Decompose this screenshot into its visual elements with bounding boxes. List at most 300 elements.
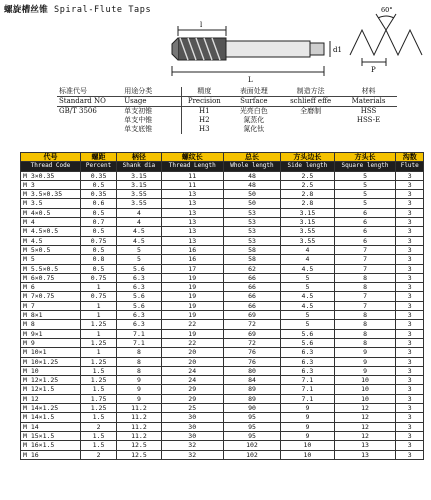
table-cell: 3: [396, 431, 424, 440]
table-cell: 9: [334, 357, 396, 366]
table-cell: 12: [334, 404, 396, 413]
table-row: [21, 292, 424, 301]
thread-code-cell: M 4: [21, 218, 81, 227]
table-cell: 3: [396, 283, 424, 292]
table-cell: 8: [117, 348, 162, 357]
spec-cell: HSS: [360, 107, 377, 115]
table-cell: 7: [334, 292, 396, 301]
table-cell: 62: [223, 264, 281, 273]
header-side-length-en: Side length: [281, 162, 334, 171]
spec-cell: Usage: [122, 97, 181, 107]
spec-cell: 表面处理: [226, 87, 281, 97]
thread-code-cell: M 9×1: [21, 329, 81, 338]
header-code-cn: 代号: [21, 153, 81, 162]
table-cell: 2.5: [281, 180, 334, 189]
thread-code-cell: M 4×0.5: [21, 208, 81, 217]
table-cell: 2: [81, 422, 117, 431]
table-cell: 3: [396, 190, 424, 199]
thread-code-cell: M 7: [21, 301, 81, 310]
table-cell: 0.5: [81, 180, 117, 189]
spec-cell: [57, 125, 122, 134]
table-cell: 0.35: [81, 190, 117, 199]
table-cell: 10: [334, 394, 396, 403]
table-cell: 95: [223, 413, 281, 422]
thread-code-cell: M 3: [21, 180, 81, 189]
table-cell: 3: [396, 264, 424, 273]
table-cell: 3: [396, 236, 424, 245]
table-row: [21, 385, 424, 394]
table-cell: 6.3: [281, 357, 334, 366]
table-cell: 4: [281, 245, 334, 254]
table-cell: 6: [334, 236, 396, 245]
table-cell: 3: [396, 357, 424, 366]
table-row: [21, 376, 424, 385]
tap-square-end: [310, 43, 324, 55]
table-cell: 0.5: [81, 227, 117, 236]
table-cell: 9: [281, 413, 334, 422]
thread-code-cell: M 15×1.5: [21, 431, 81, 440]
table-cell: 3.55: [281, 236, 334, 245]
table-cell: 3: [396, 292, 424, 301]
table-row: [21, 273, 424, 282]
table-row: [21, 431, 424, 440]
table-cell: 8: [334, 320, 396, 329]
table-cell: 3: [396, 301, 424, 310]
spec-cell: 氮蒸化: [243, 116, 265, 124]
table-cell: 5: [281, 320, 334, 329]
table-cell: 32: [161, 450, 223, 459]
table-row: [21, 338, 424, 347]
header-shank-cn: 柄径: [117, 153, 162, 162]
table-cell: 30: [161, 422, 223, 431]
thread-code-cell: M 9: [21, 338, 81, 347]
thread-profile-drawing: [350, 14, 422, 66]
table-row: [21, 394, 424, 403]
tap-shank: [224, 41, 310, 57]
table-cell: 102: [223, 441, 281, 450]
table-cell: 3: [396, 404, 424, 413]
table-row: [21, 441, 424, 450]
table-cell: 7: [334, 264, 396, 273]
table-cell: 3: [396, 208, 424, 217]
spec-cell: Surface: [226, 97, 281, 107]
header-square-length-cn: 方头长: [334, 153, 396, 162]
header-thread-length-en: Thread Length: [161, 162, 223, 171]
table-cell: 3: [396, 441, 424, 450]
table-row: [21, 264, 424, 273]
table-cell: 1.25: [81, 338, 117, 347]
thread-code-cell: M 5.5×0.5: [21, 264, 81, 273]
header-square-length-en: Square length: [334, 162, 396, 171]
table-cell: 11.2: [117, 431, 162, 440]
thread-code-cell: M 14×1.25: [21, 404, 81, 413]
table-cell: 1.25: [81, 357, 117, 366]
table-cell: 5.6: [117, 301, 162, 310]
table-cell: 102: [223, 450, 281, 459]
table-cell: 3: [396, 338, 424, 347]
spec-cell: [281, 116, 340, 125]
table-cell: 3: [396, 422, 424, 431]
taps-table-body: [21, 171, 424, 459]
header-thread-length-cn: 螺纹长: [161, 153, 223, 162]
table-cell: 12.5: [117, 441, 162, 450]
table-cell: 10: [334, 385, 396, 394]
spec-cell: schlieff effe: [281, 97, 340, 107]
thread-code-cell: M 12: [21, 394, 81, 403]
table-cell: 3.15: [117, 180, 162, 189]
table-cell: 3: [396, 273, 424, 282]
table-cell: 6: [334, 208, 396, 217]
spec-cell: [57, 116, 122, 125]
spec-row: [57, 116, 397, 125]
table-cell: 1.5: [81, 431, 117, 440]
table-cell: 5: [117, 245, 162, 254]
table-cell: 9: [117, 394, 162, 403]
pitch-label: P: [371, 66, 376, 74]
table-cell: 13: [161, 227, 223, 236]
table-cell: 13: [334, 441, 396, 450]
table-cell: 4: [117, 218, 162, 227]
table-cell: 58: [223, 245, 281, 254]
table-cell: 3: [396, 255, 424, 264]
table-cell: 69: [223, 329, 281, 338]
title-cn: 螺旋槽丝锥: [4, 5, 49, 15]
spec-cell: 氮化钛: [243, 125, 265, 133]
thread-code-cell: M 4.5: [21, 236, 81, 245]
angle-label: 60°: [381, 6, 393, 14]
table-cell: 0.7: [81, 218, 117, 227]
table-cell: 7: [334, 245, 396, 254]
table-cell: 89: [223, 394, 281, 403]
table-cell: 19: [161, 301, 223, 310]
table-cell: 6.3: [117, 311, 162, 320]
table-cell: 66: [223, 273, 281, 282]
spec-cell: Standard NO: [57, 97, 122, 107]
table-cell: 32: [161, 441, 223, 450]
header-side-length-cn: 方头边长: [281, 153, 334, 162]
table-cell: 11.2: [117, 422, 162, 431]
table-cell: 48: [223, 171, 281, 180]
table-cell: 80: [223, 366, 281, 375]
table-cell: 5: [334, 171, 396, 180]
spec-cell: 材料: [340, 87, 397, 97]
table-cell: 1.25: [81, 320, 117, 329]
header-whole-length-cn: 总长: [223, 153, 281, 162]
table-cell: 3: [396, 394, 424, 403]
thread-code-cell: M 8×1: [21, 311, 81, 320]
thread-code-cell: M 16×1.5: [21, 441, 81, 450]
header-row-cn: [21, 153, 424, 162]
table-cell: 4.5: [281, 301, 334, 310]
table-cell: 12: [334, 413, 396, 422]
table-cell: 3: [396, 171, 424, 180]
table-cell: 1.25: [81, 376, 117, 385]
table-row: [21, 357, 424, 366]
table-cell: 20: [161, 348, 223, 357]
spec-cell: [281, 125, 340, 134]
table-cell: 3: [396, 450, 424, 459]
table-cell: 53: [223, 218, 281, 227]
header-shank-en: Shank dia: [117, 162, 162, 171]
dim-label-l: l: [200, 21, 203, 29]
table-cell: 95: [223, 431, 281, 440]
table-cell: 1.5: [81, 413, 117, 422]
thread-code-cell: M 10×1.25: [21, 357, 81, 366]
table-cell: 3: [396, 245, 424, 254]
spec-cell: 光亮白色: [239, 107, 268, 115]
header-whole-length-en: Whole length: [223, 162, 281, 171]
table-cell: 13: [334, 450, 396, 459]
table-cell: 10: [334, 376, 396, 385]
table-cell: 69: [223, 311, 281, 320]
table-cell: 19: [161, 292, 223, 301]
table-cell: 4: [281, 255, 334, 264]
table-cell: 5: [334, 180, 396, 189]
thread-code-cell: M 5: [21, 255, 81, 264]
table-row: [21, 180, 424, 189]
table-cell: 30: [161, 431, 223, 440]
table-cell: 1: [81, 301, 117, 310]
spec-row: [57, 125, 397, 134]
table-cell: 4.5: [117, 227, 162, 236]
table-cell: 53: [223, 227, 281, 236]
table-cell: 12: [334, 431, 396, 440]
table-cell: 9: [117, 376, 162, 385]
table-cell: 4.5: [281, 292, 334, 301]
spec-cell: 全磨制: [300, 107, 322, 115]
table-cell: 1.25: [81, 404, 117, 413]
table-cell: 1: [81, 283, 117, 292]
table-cell: 29: [161, 385, 223, 394]
dim-label-L: L: [248, 76, 253, 84]
thread-code-cell: M 8: [21, 320, 81, 329]
table-cell: 20: [161, 357, 223, 366]
table-cell: 6.3: [117, 320, 162, 329]
table-row: [21, 311, 424, 320]
taps-dimension-table: [20, 152, 424, 460]
table-cell: 4: [117, 208, 162, 217]
table-cell: 84: [223, 376, 281, 385]
table-cell: 1: [81, 329, 117, 338]
table-cell: 0.75: [81, 273, 117, 282]
table-cell: 2: [81, 450, 117, 459]
table-cell: 66: [223, 283, 281, 292]
table-cell: 66: [223, 292, 281, 301]
table-cell: 4.5: [281, 264, 334, 273]
table-cell: 1.5: [81, 366, 117, 375]
table-cell: 3.55: [117, 190, 162, 199]
table-cell: 16: [161, 255, 223, 264]
table-row: [21, 348, 424, 357]
table-row: [21, 218, 424, 227]
table-cell: 12.5: [117, 450, 162, 459]
dim-label-d1: d1: [333, 46, 342, 54]
table-cell: 3: [396, 376, 424, 385]
table-row: [21, 329, 424, 338]
table-cell: 13: [161, 236, 223, 245]
table-row: [21, 366, 424, 375]
spec-cell: 单支初锥: [122, 107, 181, 117]
table-cell: 0.5: [81, 208, 117, 217]
table-cell: 1.5: [81, 385, 117, 394]
table-cell: 19: [161, 311, 223, 320]
spec-row: [57, 97, 397, 107]
table-cell: 3: [396, 385, 424, 394]
table-row: [21, 404, 424, 413]
table-row: [21, 227, 424, 236]
table-cell: 6.3: [281, 348, 334, 357]
table-cell: 3.55: [117, 199, 162, 208]
table-cell: 58: [223, 255, 281, 264]
table-row: [21, 208, 424, 217]
table-cell: 6.3: [117, 283, 162, 292]
spec-row: [57, 107, 397, 117]
table-cell: 22: [161, 320, 223, 329]
table-cell: 10: [281, 450, 334, 459]
spec-cell: 标准代号: [57, 87, 122, 97]
table-cell: 19: [161, 329, 223, 338]
table-row: [21, 283, 424, 292]
table-row: [21, 255, 424, 264]
thread-code-cell: M 5×0.5: [21, 245, 81, 254]
table-cell: 5: [334, 190, 396, 199]
table-cell: 0.6: [81, 199, 117, 208]
table-cell: 72: [223, 320, 281, 329]
table-cell: 3: [396, 413, 424, 422]
table-cell: 11.2: [117, 413, 162, 422]
table-cell: 5: [281, 283, 334, 292]
table-cell: 3: [396, 366, 424, 375]
table-cell: 12: [334, 422, 396, 431]
table-cell: 50: [223, 199, 281, 208]
table-cell: 0.5: [81, 264, 117, 273]
table-cell: 5: [281, 311, 334, 320]
table-cell: 53: [223, 236, 281, 245]
table-cell: 1.5: [81, 441, 117, 450]
table-cell: 2.8: [281, 190, 334, 199]
table-cell: 8: [334, 273, 396, 282]
table-cell: 30: [161, 413, 223, 422]
table-cell: 95: [223, 422, 281, 431]
table-cell: 10: [281, 441, 334, 450]
table-cell: 3: [396, 218, 424, 227]
thread-code-cell: M 6: [21, 283, 81, 292]
spec-cell: H3: [199, 125, 210, 133]
table-cell: 17: [161, 264, 223, 273]
table-cell: 0.75: [81, 236, 117, 245]
table-cell: 8: [334, 329, 396, 338]
table-row: [21, 199, 424, 208]
table-cell: 0.35: [81, 171, 117, 180]
table-cell: 5.6: [117, 264, 162, 273]
thread-code-cell: M 4.5×0.5: [21, 227, 81, 236]
table-row: [21, 422, 424, 431]
thread-code-cell: M 12×1.25: [21, 376, 81, 385]
table-cell: 9: [281, 404, 334, 413]
table-cell: 1.75: [81, 394, 117, 403]
table-cell: 29: [161, 394, 223, 403]
table-cell: 2.8: [281, 199, 334, 208]
thread-code-cell: M 10×1: [21, 348, 81, 357]
table-cell: 7: [334, 255, 396, 264]
spec-cell: Materials: [340, 97, 397, 107]
table-cell: 53: [223, 208, 281, 217]
tap-drawing: [172, 26, 330, 76]
table-cell: 5.6: [281, 329, 334, 338]
table-cell: 2.5: [281, 171, 334, 180]
table-cell: 19: [161, 283, 223, 292]
table-cell: 9: [117, 385, 162, 394]
table-cell: 6: [334, 227, 396, 236]
table-cell: 76: [223, 357, 281, 366]
table-cell: 8: [117, 357, 162, 366]
table-cell: 11: [161, 171, 223, 180]
table-row: [21, 171, 424, 180]
thread-code-cell: M 3.5×0.35: [21, 190, 81, 199]
table-cell: 7.1: [117, 329, 162, 338]
table-cell: 13: [161, 199, 223, 208]
spec-row: [57, 87, 397, 97]
table-cell: 0.75: [81, 292, 117, 301]
table-cell: 3: [396, 227, 424, 236]
table-cell: 4.5: [117, 236, 162, 245]
table-cell: 9: [281, 431, 334, 440]
table-cell: 3: [396, 329, 424, 338]
thread-code-cell: M 3×0.35: [21, 171, 81, 180]
header-code-en: Thread Code: [21, 162, 81, 171]
table-cell: 9: [281, 422, 334, 431]
table-cell: 11.2: [117, 404, 162, 413]
table-cell: 3: [396, 348, 424, 357]
header-flute-cn: 沟数: [396, 153, 424, 162]
thread-code-cell: M 14: [21, 422, 81, 431]
table-cell: 11: [161, 180, 223, 189]
spec-cell: [340, 125, 397, 134]
table-cell: 8: [334, 338, 396, 347]
table-cell: 8: [117, 366, 162, 375]
table-cell: 22: [161, 338, 223, 347]
table-cell: 13: [161, 190, 223, 199]
table-cell: 6.3: [281, 366, 334, 375]
thread-code-cell: M 6×0.75: [21, 273, 81, 282]
table-cell: 3: [396, 311, 424, 320]
table-cell: 3.15: [281, 218, 334, 227]
table-cell: 6.3: [117, 273, 162, 282]
spec-cell: 单支中锥: [122, 116, 181, 125]
table-cell: 89: [223, 385, 281, 394]
spec-cell: 用途分类: [122, 87, 181, 97]
table-cell: 90: [223, 404, 281, 413]
table-cell: 9: [334, 348, 396, 357]
spec-cell: Precision: [182, 97, 227, 107]
spec-cell: HSS-E: [356, 116, 381, 124]
table-cell: 7.1: [117, 338, 162, 347]
table-cell: 7.1: [281, 376, 334, 385]
table-cell: 1: [81, 311, 117, 320]
table-cell: 3: [396, 320, 424, 329]
table-cell: 3.15: [117, 171, 162, 180]
table-cell: 7.1: [281, 385, 334, 394]
table-cell: 5.6: [281, 338, 334, 347]
table-cell: 5: [117, 255, 162, 264]
thread-code-cell: M 16: [21, 450, 81, 459]
thread-code-cell: M 3.5: [21, 199, 81, 208]
spec-cell: GB/T 3506: [59, 107, 97, 115]
table-cell: 48: [223, 180, 281, 189]
table-cell: 50: [223, 190, 281, 199]
table-row: [21, 236, 424, 245]
table-cell: 5.6: [117, 292, 162, 301]
